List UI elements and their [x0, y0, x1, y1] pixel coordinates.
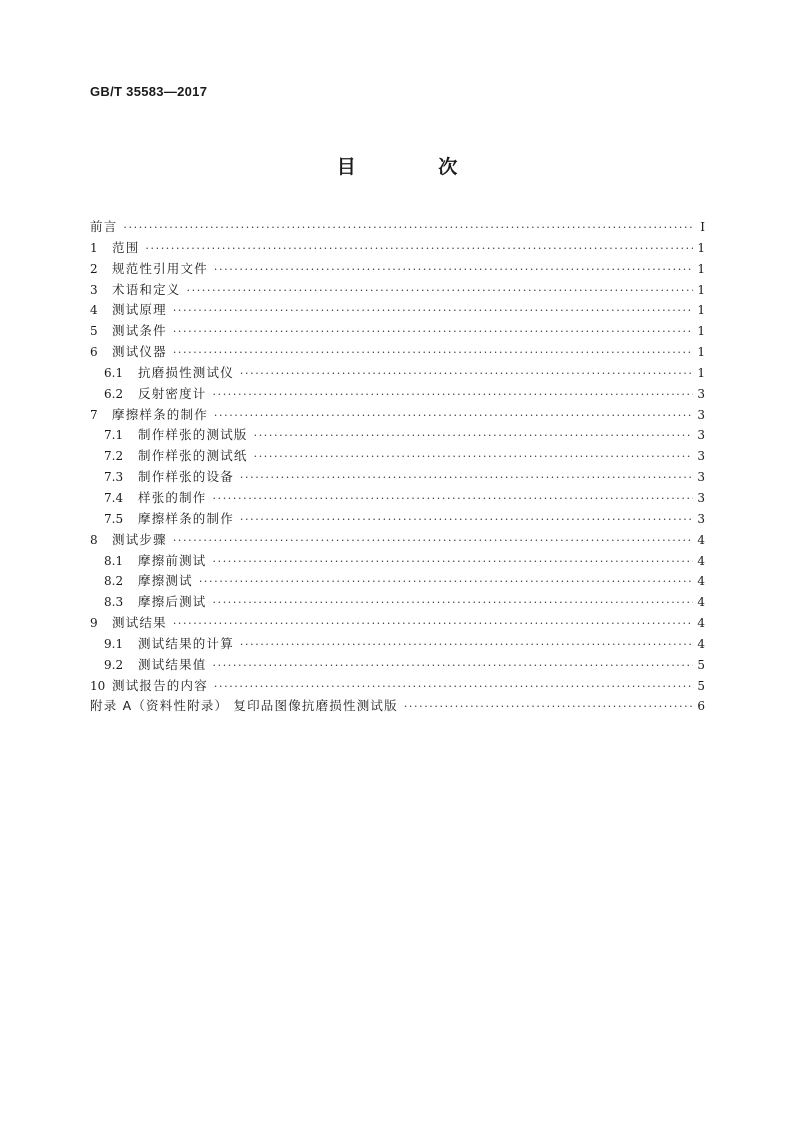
toc-entry-page-number: 1 — [697, 282, 705, 297]
toc-dot-leader — [213, 656, 693, 677]
toc-entry[interactable] — [90, 280, 705, 301]
toc-entry-number: 7 — [90, 407, 98, 422]
toc-entry-page-number: 1 — [697, 365, 705, 380]
toc-entry-number: 7.2 — [104, 449, 124, 464]
toc-entry-page-number: 4 — [697, 532, 705, 547]
toc-entry[interactable] — [90, 509, 705, 530]
toc-entry[interactable] — [90, 634, 705, 655]
toc-entry-number: 4 — [90, 303, 98, 318]
toc-entry-number: 2 — [90, 261, 98, 276]
toc-entry-label: 摩擦前测试 — [138, 552, 207, 568]
toc-dot-leader — [404, 697, 693, 718]
toc-entry-label: 反射密度计 — [138, 385, 207, 401]
toc-dot-leader — [214, 677, 693, 698]
toc-entry-label: 范围 — [112, 239, 140, 255]
toc-entry[interactable] — [90, 530, 705, 551]
toc-entry-label: 测试步骤 — [112, 531, 167, 547]
toc-entry-label: 测试结果 — [112, 615, 167, 631]
toc-entry-number: 8.1 — [104, 553, 124, 568]
toc-entry-number: 6.1 — [104, 365, 124, 380]
toc-dot-leader — [187, 281, 693, 302]
toc-entry-label: 附录 A（资料性附录） 复印品图像抗磨损性测试版 — [90, 698, 398, 714]
toc-entry-number: 9 — [90, 616, 98, 631]
toc-entry[interactable] — [90, 217, 705, 238]
toc-entry-label: 制作样张的测试纸 — [138, 448, 248, 464]
toc-entry-label: 规范性引用文件 — [112, 260, 208, 276]
toc-entry-page-number: 1 — [697, 324, 705, 339]
toc-entry[interactable] — [90, 238, 705, 259]
toc-entry[interactable] — [90, 488, 705, 509]
toc-entry-number: 10 — [90, 678, 106, 693]
toc-dot-leader — [173, 343, 693, 364]
toc-entry-label: 摩擦样条的制作 — [138, 510, 234, 526]
toc-entry-number: 7.4 — [104, 490, 124, 505]
toc-entry-label: 抗磨损性测试仪 — [138, 364, 234, 380]
toc-entry[interactable] — [90, 655, 705, 676]
toc-entry-number: 8.2 — [104, 574, 124, 589]
toc-dot-leader — [173, 301, 693, 322]
toc-dot-leader — [240, 635, 693, 656]
toc-entry-number: 9.1 — [104, 636, 124, 651]
toc-entry[interactable] — [90, 425, 705, 446]
toc-entry[interactable] — [90, 696, 705, 717]
toc-entry-page-number: 3 — [697, 386, 705, 401]
toc-entry-number: 6.2 — [104, 386, 124, 401]
toc-dot-leader — [213, 552, 693, 573]
toc-entry[interactable] — [90, 384, 705, 405]
toc-dot-leader — [254, 447, 693, 468]
toc-entry[interactable] — [90, 259, 705, 280]
toc-entry[interactable] — [90, 321, 705, 342]
toc-entry-page-number: 4 — [697, 574, 705, 589]
toc-entry-label: 测试结果的计算 — [138, 635, 234, 651]
toc-entry-label: 测试结果值 — [138, 656, 207, 672]
toc-entry-page-number: 5 — [697, 657, 705, 672]
toc-dot-leader — [213, 489, 693, 510]
toc-dot-leader — [240, 468, 693, 489]
toc-entry[interactable] — [90, 363, 705, 384]
toc-entry[interactable] — [90, 551, 705, 572]
toc-entry-label: 术语和定义 — [112, 281, 181, 297]
toc-entry[interactable] — [90, 571, 705, 592]
toc-entry-page-number: 3 — [697, 470, 705, 485]
toc-entry-page-number: 6 — [697, 699, 705, 714]
toc-entry[interactable] — [90, 405, 705, 426]
toc-entry-label: 制作样张的设备 — [138, 469, 234, 485]
toc-entry[interactable] — [90, 676, 705, 697]
toc-entry-page-number: 3 — [697, 407, 705, 422]
table-of-contents — [90, 217, 705, 717]
toc-entry-label: 测试仪器 — [112, 344, 167, 360]
toc-entry[interactable] — [90, 613, 705, 634]
toc-entry-number: 6 — [90, 345, 98, 360]
standard-number: GB/T 35583—2017 — [90, 84, 208, 99]
toc-entry-number: 8 — [90, 532, 98, 547]
toc-entry-label: 摩擦后测试 — [138, 594, 207, 610]
toc-entry-page-number: 3 — [697, 490, 705, 505]
toc-entry-page-number: 4 — [697, 553, 705, 568]
toc-dot-leader — [240, 364, 693, 385]
toc-dot-leader — [240, 510, 693, 531]
toc-dot-leader — [123, 218, 693, 239]
toc-entry-number: 7.1 — [104, 428, 124, 443]
toc-entry-label: 测试原理 — [112, 302, 167, 318]
toc-entry[interactable] — [90, 342, 705, 363]
toc-dot-leader — [213, 385, 693, 406]
toc-entry-number: 3 — [90, 282, 98, 297]
page-title — [0, 152, 794, 179]
toc-dot-leader — [254, 426, 693, 447]
toc-entry-page-number: 3 — [697, 449, 705, 464]
toc-dot-leader — [173, 531, 693, 552]
toc-entry-label: 测试报告的内容 — [112, 677, 208, 693]
toc-entry-number: 7.3 — [104, 470, 124, 485]
toc-entry-page-number: 4 — [697, 636, 705, 651]
toc-entry-page-number: 4 — [697, 595, 705, 610]
toc-dot-leader — [173, 614, 693, 635]
toc-dot-leader — [145, 239, 693, 260]
toc-entry-label: 制作样张的测试版 — [138, 427, 248, 443]
toc-entry-label: 摩擦测试 — [138, 573, 193, 589]
page-title-text: 目 次 — [336, 156, 496, 178]
toc-dot-leader — [214, 406, 693, 427]
toc-entry-page-number: 1 — [697, 303, 705, 318]
toc-entry[interactable] — [90, 446, 705, 467]
toc-dot-leader — [213, 593, 693, 614]
toc-entry-label: 样张的制作 — [138, 489, 207, 505]
toc-entry-number: 7.5 — [104, 511, 124, 526]
toc-dot-leader — [173, 322, 693, 343]
toc-entry-page-number: 1 — [697, 261, 705, 276]
toc-entry[interactable] — [90, 300, 705, 321]
toc-dot-leader — [199, 572, 693, 593]
toc-entry-page-number: 1 — [697, 345, 705, 360]
toc-entry-number: 9.2 — [104, 657, 124, 672]
toc-dot-leader — [214, 260, 693, 281]
toc-entry-page-number: 4 — [697, 616, 705, 631]
toc-entry-number: 5 — [90, 324, 98, 339]
toc-entry-number: 1 — [90, 240, 98, 255]
toc-entry[interactable] — [90, 592, 705, 613]
toc-entry[interactable] — [90, 467, 705, 488]
toc-entry-label: 测试条件 — [112, 323, 167, 339]
toc-entry-number: 8.3 — [104, 595, 124, 610]
toc-entry-page-number: 3 — [697, 428, 705, 443]
toc-entry-page-number: 1 — [697, 240, 705, 255]
toc-entry-label: 前言 — [90, 219, 118, 234]
toc-entry-page-number: 5 — [697, 678, 705, 693]
toc-entry-label: 摩擦样条的制作 — [112, 406, 208, 422]
toc-entry-page-number: Ⅰ — [700, 220, 705, 234]
toc-entry-page-number: 3 — [697, 511, 705, 526]
